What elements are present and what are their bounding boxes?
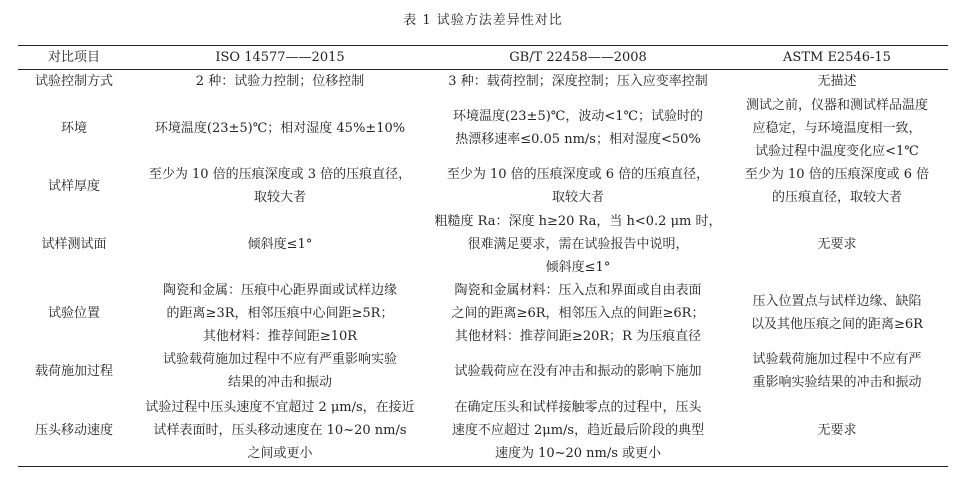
gbt-cell: 试验载荷应在没有冲击和振动的影响下施加	[454, 363, 702, 379]
iso-cell: 试验过程中压头速度不宜超过 2 μm/s，在接近 试样表面时，压头移动速度在 10~20 nm/s 之间或更小	[130, 395, 430, 467]
row-label: 压头移动速度	[18, 395, 130, 467]
astm-cell: 压入位置点与试样边缘、缺陷 以及其他压痕之间的距离≥6R	[751, 294, 923, 332]
iso-cell: 环境温度(23±5)℃；相对湿度 45%±10%	[154, 120, 406, 136]
gbt-cell: 陶瓷和金属材料：压入点和界面或自由表面 之间的距离≥6R，相邻压入点的间距≥6R； 其他材料：推荐间距≥20R；R 为压痕直径	[451, 282, 705, 344]
row-label: 试样厚度	[47, 178, 100, 194]
iso-cell: 倾斜度≤1°	[247, 236, 313, 252]
astm-cell: 测试之前，仪器和测试样品温度 应稳定，与环境温度相一致， 试验过程中温度变化应<1℃	[745, 97, 928, 159]
iso-cell: 至少为 10 倍的压痕深度或 3 倍的压痕直径， 取较大者	[148, 167, 412, 205]
iso-cell: 试验载荷施加过程中不应有严重影响实验 结果的冲击和振动	[162, 352, 397, 390]
header-astm: ASTM E2546-15	[726, 46, 948, 70]
astm-cell: 试验载荷施加过程中不应有严 重影响实验结果的冲击和振动	[752, 352, 922, 390]
table-row	[18, 94, 948, 163]
table-row	[18, 70, 948, 94]
table-header-row	[18, 46, 948, 70]
row-label: 载荷施加过程	[34, 363, 113, 379]
gbt-cell: 粗糙度 Ra：深度 h≥20 Ra，当 h<0.2 μm 时， 很难满足要求，需在试验报告中说明， 倾斜度≤1°	[434, 213, 722, 275]
table-row	[18, 210, 948, 279]
astm-cell: 无要求	[726, 395, 948, 467]
header-gbt: GB/T 22458——2008	[430, 46, 726, 70]
comparison-table	[18, 45, 948, 467]
table-row	[18, 395, 948, 467]
row-label: 环境	[60, 120, 87, 136]
gbt-cell: 在确定压头和试样接触零点的过程中，压头 速度不应超过 2μm/s，趋近最后阶段的典型 速度为 10~20 nm/s 或更小	[430, 395, 726, 467]
row-label: 试验控制方式	[34, 74, 113, 90]
iso-cell: 2 种：试验力控制；位移控制	[195, 74, 365, 90]
header-item: 对比项目	[18, 46, 130, 70]
header-iso: ISO 14577——2015	[130, 46, 430, 70]
table-caption: 表 1 试验方法差异性对比	[403, 13, 563, 28]
gbt-cell: 环境温度(23±5)℃，波动<1℃；试验时的 热漂移速率≤0.05 nm/s；相对湿度<50%	[452, 109, 704, 147]
row-label: 试验位置	[47, 305, 100, 321]
astm-cell: 无要求	[817, 236, 857, 252]
table-row	[18, 279, 948, 348]
gbt-cell: 3 种：载荷控制；深度控制；压入应变率控制	[448, 74, 708, 90]
iso-cell: 陶瓷和金属：压痕中心距界面或试样边缘 的距离≥3R，相邻压痕中心间距≥5R； 其他材料：推荐间距≥10R	[162, 282, 397, 344]
astm-cell: 至少为 10 倍的压痕深度或 6 倍 的压痕直径，取较大者	[744, 167, 930, 205]
gbt-cell: 至少为 10 倍的压痕深度或 6 倍的压痕直径， 取较大者	[446, 167, 710, 205]
table-row	[18, 163, 948, 210]
row-label: 试样测试面	[41, 236, 107, 252]
astm-cell: 无描述	[817, 74, 857, 90]
table-row	[18, 348, 948, 395]
